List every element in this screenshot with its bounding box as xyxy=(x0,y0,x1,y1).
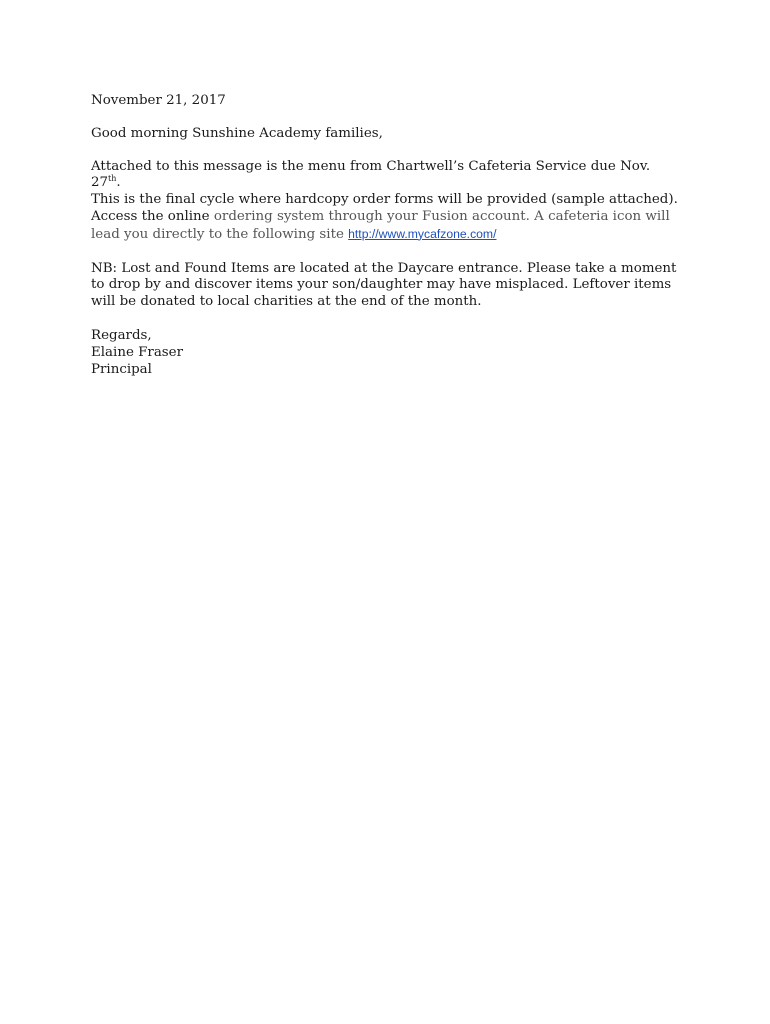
paragraph-cafeteria-menu xyxy=(91,159,681,244)
paragraph-line: NB: Lost and Found Items are located at the Daycare entrance. Please take a moment xyxy=(91,260,677,276)
paragraph-lost-and-found xyxy=(91,261,681,311)
paragraph-text: . xyxy=(116,175,121,191)
mycafzone-link[interactable]: http://www.mycafzone.com/ xyxy=(348,226,497,241)
letter-greeting: Good morning Sunshine Academy families, xyxy=(91,125,383,141)
letter-date: November 21, 2017 xyxy=(91,93,226,108)
signature-block xyxy=(91,328,681,378)
paragraph-text-muted: lead you directly to the following site xyxy=(91,226,349,242)
paragraph-text: Access the online xyxy=(91,208,210,224)
signer-name: Elaine Fraser xyxy=(91,344,184,360)
paragraph-text-muted: ordering system through your Fusion account. A cafeteria icon will xyxy=(209,208,670,224)
paragraph-line: to drop by and discover items your son/daughter may have misplaced. Leftover items xyxy=(91,277,672,293)
paragraph-text: Attached to this message is the menu from Chartwell’s Cafeteria Service due Nov. 27 xyxy=(91,158,651,191)
ordinal-suffix: th xyxy=(108,174,117,184)
paragraph-line: will be donated to local charities at the end of the month. xyxy=(91,294,482,310)
paragraph-line xyxy=(91,209,681,226)
signer-title: Principal xyxy=(91,361,152,377)
paragraph-line xyxy=(91,226,681,244)
letter-body xyxy=(91,93,681,378)
paragraph-line: This is the final cycle where hardcopy order forms will be provided (sample attached). xyxy=(91,192,678,208)
closing: Regards, xyxy=(91,327,152,343)
paragraph-line xyxy=(91,159,681,193)
